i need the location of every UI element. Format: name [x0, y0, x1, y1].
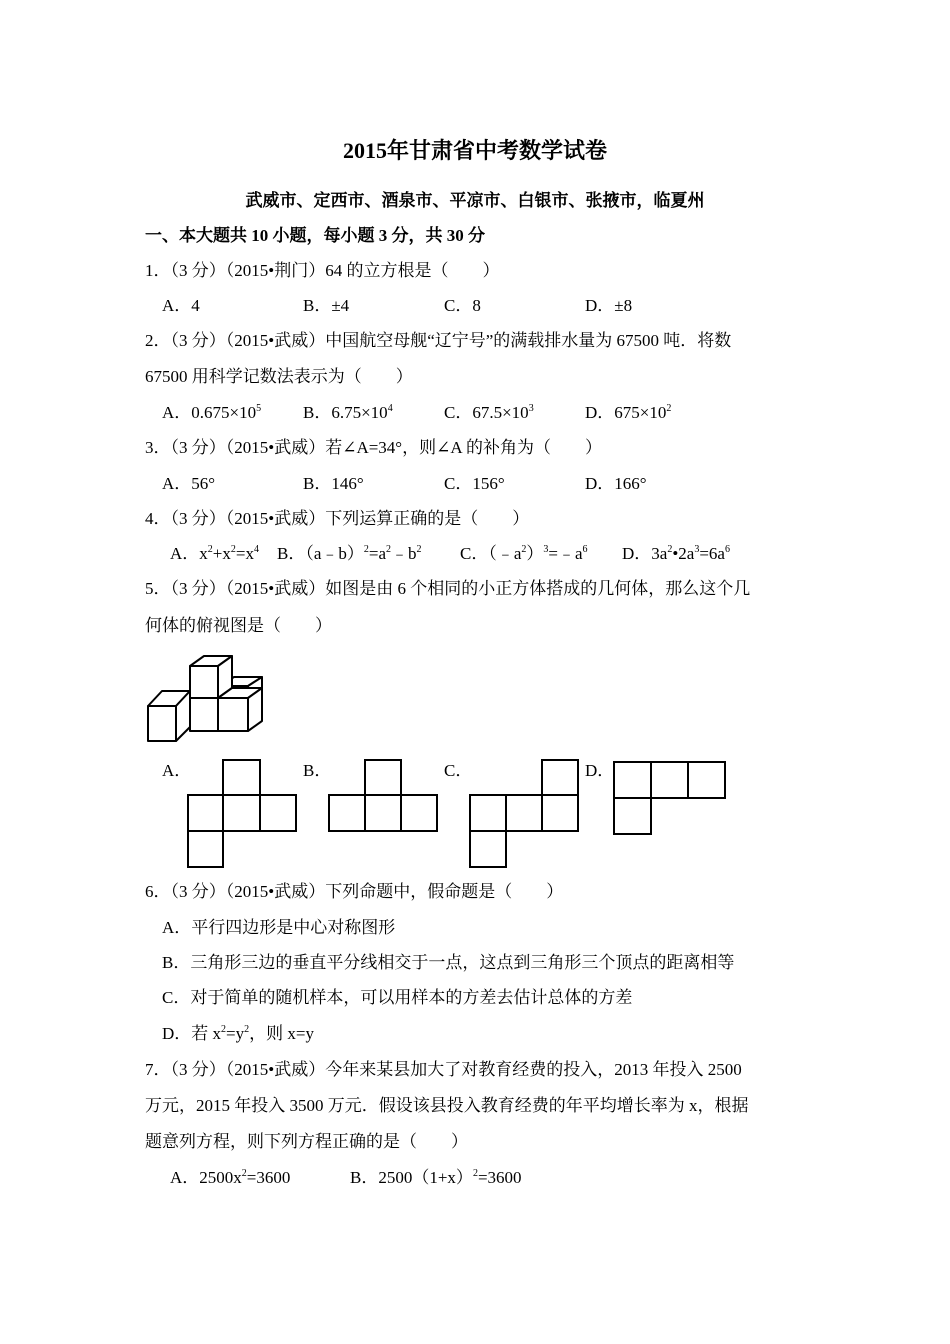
q7-stem-line1: 7．（3 分）（2015•武威）今年来某县加大了对教育经费的投入，2013 年投入 2500: [145, 1060, 742, 1079]
q2-option-d: D．$675\times 10^2$: [585, 403, 672, 422]
q1-option-c: C．8: [444, 296, 481, 315]
q4-option-c: C．$(﹣a^2)^3=﹣a^6$: [460, 544, 588, 563]
page-title: 2015年甘肃省中考数学试卷: [342, 138, 607, 163]
q3-stem: 3．（3 分）（2015•武威）若∠A=34°，则∠A 的补角为（ ）: [145, 438, 602, 457]
q7-stem-line3: 题意列方程，则下列方程正确的是（ ）: [145, 1132, 468, 1151]
section-heading: 一、本大题共 10 小题，每小题 3 分，共 30 分: [145, 226, 485, 245]
q6-option-b: B．三角形三边的垂直平分线相交于一点，这点到三角形三个顶点的距离相等: [162, 953, 735, 972]
q4-option-b: B．$(a﹣b)^2=a^2﹣b^2$: [277, 544, 422, 563]
q4-option-a: A．$x^2+x^2=x^4$: [170, 544, 259, 563]
q5-option-c-figure: [470, 760, 578, 867]
q1-option-a: A．4: [162, 296, 200, 315]
q5-option-a-label: A．: [162, 761, 192, 780]
q1-option-d: D．±8: [585, 296, 633, 315]
q4-stem: 4．（3 分）（2015•武威）下列运算正确的是（ ）: [145, 509, 530, 528]
q5-option-a-figure: [188, 760, 296, 867]
q5-stem-line2: 何体的俯视图是（ ）: [145, 616, 332, 635]
q6-stem: 6．（3 分）（2015•武威）下列命题中，假命题是（ ）: [145, 882, 564, 901]
q5-stem-line1: 5．（3 分）（2015•武威）如图是由 6 个相同的小正方体搭成的几何体，那么这个几: [145, 579, 751, 598]
q6-option-c: C．对于简单的随机样本，可以用样本的方差去估计总体的方差: [162, 988, 633, 1007]
q4-option-d: D．$3a^2•2a^3=6a^6$: [622, 544, 730, 563]
q2-option-b: B．$6.75\times 10^4$: [303, 403, 393, 422]
q5-option-b-label: B．: [303, 761, 332, 780]
q7-option-a: A．$2500x^2=3600$: [170, 1168, 291, 1187]
q2-stem-line1: 2．（3 分）（2015•武威）中国航空母舰“辽宁号”的满载排水量为 67500 吨．将数: [145, 331, 732, 350]
q5-option-b-figure: [329, 760, 437, 831]
q3-option-a: A．56°: [162, 474, 216, 493]
q3-option-d: D．166°: [585, 474, 647, 493]
q3-option-c: C．156°: [444, 474, 505, 493]
q7-option-b: B．$2500(1+x)^2=3600$: [350, 1168, 522, 1187]
q5-option-d-figure: [614, 762, 725, 834]
q5-cube-solid-figure: [148, 656, 262, 741]
q5-option-c-label: C．: [444, 761, 473, 780]
q7-stem-line2: 万元，2015 年投入 3500 万元．假设该县投入教育经费的年平均增长率为 x，根据: [145, 1096, 749, 1115]
q6-option-a: A．平行四边形是中心对称图形: [162, 918, 396, 937]
q1-stem: 1．（3 分）（2015•荆门）64 的立方根是（ ）: [145, 261, 500, 280]
q3-option-b: B．146°: [303, 474, 364, 493]
q2-option-c: C．$67.5\times 10^3$: [444, 403, 534, 422]
q5-option-d-label: D．: [585, 761, 615, 780]
q6-option-d: D．若 $x^2=y^2$，则 x=y: [162, 1024, 314, 1043]
q2-stem-line2: 67500 用科学记数法表示为（ ）: [145, 367, 413, 386]
exam-regions: 武威市、定西市、酒泉市、平凉市、白银市、张掖市，临夏州: [245, 191, 705, 210]
q2-option-a: A．$0.675\times 10^5$: [162, 403, 262, 422]
q1-option-b: B．±4: [303, 296, 350, 315]
